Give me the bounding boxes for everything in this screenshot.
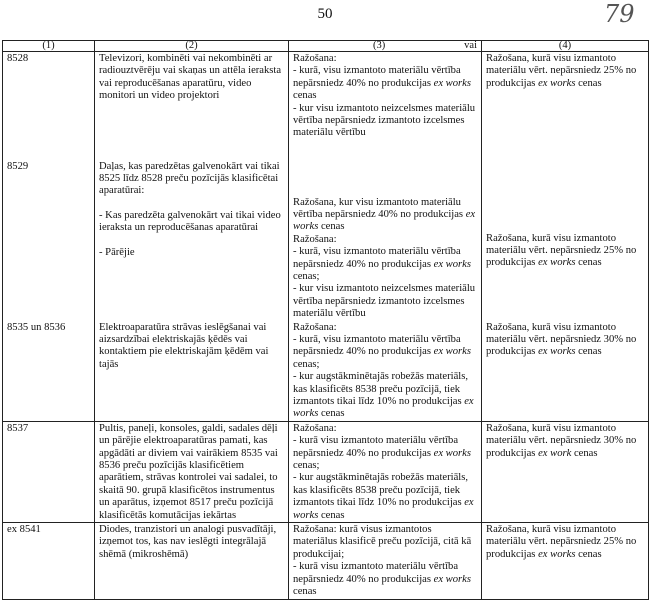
rule4-cell: Ražošana, kurā visu izmantoto materiālu vērt. nepārsniedz 25% no produkcijas ex works cenas <box>482 52 649 160</box>
rule4-cell: Ražošana, kurā visu izmantoto materiālu vērt. nepārsniedz 30% no produkcijas ex work cenas <box>482 421 649 522</box>
table-row <box>3 523 649 599</box>
code-cell: ex 8541 <box>3 523 95 599</box>
description-cell: Pultis, paneļi, konsoles, galdi, sadales dēļi un pārējie elektroaparatūras pamati, kas apgādāti ar diviem vai vairākiem 8535 vai 8536 preču pozīcijās klasificētiem aparātiem, strāvas kontrolei vai sadalei, to skaitā 90. grupā klasificētos instrumentus un aparātus, izņemot 8517 preču pozīcijā klasificētās komutācijas iekārtas <box>95 421 289 522</box>
header-col-3-label: (3) <box>373 40 386 51</box>
header-col-3 <box>289 41 482 52</box>
rule4-sub-b: Ražošana, kurā visu izmantoto materiālu vērt. nepārsniedz 25% no produkcijas ex works cenas <box>486 232 639 269</box>
description-cell: Diodes, tranzistori un analogi pusvadītāji, izņemot tos, kas nav ieslēgti integrālajā shēmā (mikroshēmā) <box>95 523 289 599</box>
rule4-cell: Ražošana, kurā visu izmantoto materiālu vērt. nepārsniedz 30% no produkcijas ex works cenas <box>482 321 649 422</box>
rule3-line: Ražošana: <box>293 422 337 434</box>
description-sub-b: - Pārējie <box>99 246 135 258</box>
rule3-cell <box>289 52 482 160</box>
header-col-1: (1) <box>3 41 95 52</box>
description-main: Daļas, kas paredzētas galvenokārt vai tikai 8525 līdz 8528 preču pozīcijās klasificētai aparatūrai: <box>99 160 283 197</box>
rule4-cell: Ražošana, kurā visu izmantoto materiālu vērt. nepārsniedz 25% no produkcijas ex works cenas <box>482 523 649 599</box>
rule3-line: - kurā visu izmantoto materiālu vērtība nepārsniedz 40% no produkcijas ex works cenas <box>293 561 474 598</box>
handwritten-page-mark: 79 <box>604 0 635 28</box>
rule3-line: - kur augstākminētajās robežās materiāls, kas klasificēts 8538 preču pozīcijā, tiek izmantots tikai līdz 10% no produkcijas ex works cenas <box>293 371 477 420</box>
table-header-row <box>3 41 649 52</box>
description-cell: Televizori, kombinēti vai nekombinēti ar radiouztvērēju vai skaņas un attēla ieraksta vai reproducēšanas aparatūru, video monitori un video projektori <box>95 52 289 160</box>
header-or-label: vai <box>464 40 477 51</box>
rule3-line: Ražošana: <box>293 233 337 245</box>
table-row <box>3 321 649 422</box>
rule3-sub-a: Ražošana, kur visu izmantoto materiālu vērtība nepārsniedz 40% no produkcijas ex works cenas <box>293 196 478 233</box>
description-sub-a: - Kas paredzēta galvenokārt vai tikai video ieraksta un reproducēšanas aparatūrai <box>99 209 284 234</box>
rule3-cell <box>289 421 482 522</box>
description-cell <box>95 160 289 321</box>
rule3-line: - kurā, visu izmantoto materiālu vērtība nepārsniedz 40% no produkcijas ex works cenas; <box>293 333 474 370</box>
table-row <box>3 52 649 160</box>
rule3-line: Ražošana: kurā visus izmantotos materiālus klasificē preču pozīcijā, citā kā produkcijai; <box>293 524 474 560</box>
rule4-cell <box>482 160 649 321</box>
rule3-line: Ražošana: <box>293 321 337 333</box>
rule3-cell <box>289 160 482 321</box>
rule3-line: - kurā, visu izmantoto materiālu vērtība nepārsniedz 40% no produkcijas ex works cenas <box>293 65 474 102</box>
rule3-cell <box>289 321 482 422</box>
rule3-line: - kurā, visu izmantoto materiālu vērtība nepārsniedz 40% no produkcijas ex works cenas; <box>293 246 474 282</box>
rule3-cell <box>289 523 482 599</box>
code-cell: 8537 <box>3 421 95 522</box>
page-number: 50 <box>317 6 333 22</box>
code-cell: 8528 <box>3 52 95 160</box>
rule3-line: - kur visu izmantoto neizcelsmes materiālu vērtība nepārsniedz izmantoto izcelsmes materiālu vērtību <box>293 102 478 139</box>
description-cell: Elektroaparatūra strāvas ieslēgšanai vai aizsardzībai elektriskajās ķēdēs vai kontaktiem pie elektriskajām ķēdēm vai tajās <box>95 321 289 422</box>
rule3-line: Ražošana: <box>293 53 337 64</box>
code-cell: 8535 un 8536 <box>3 321 95 422</box>
table-row <box>3 160 649 321</box>
code-cell: 8529 <box>3 160 95 321</box>
header-col-2: (2) <box>95 41 289 52</box>
table-row <box>3 421 649 522</box>
rule3-line: - kur augstākminētajās robežās materiāls, kas klasificēts 8538 preču pozīcijā, tiek izmantots tikai līdz 10% no produkcijas ex works cenas <box>293 472 477 521</box>
header-col-4: (4) <box>482 41 649 52</box>
rule3-line: - kurā visu izmantoto materiālu vērtība nepārsniedz 40% no produkcijas ex works cenas; <box>293 435 474 472</box>
rule3-line: - kur visu izmantoto neizcelsmes materiālu vērtība nepārsniedz izmantoto izcelsmes materiālu vērtību <box>293 283 478 320</box>
rules-table <box>2 40 649 600</box>
